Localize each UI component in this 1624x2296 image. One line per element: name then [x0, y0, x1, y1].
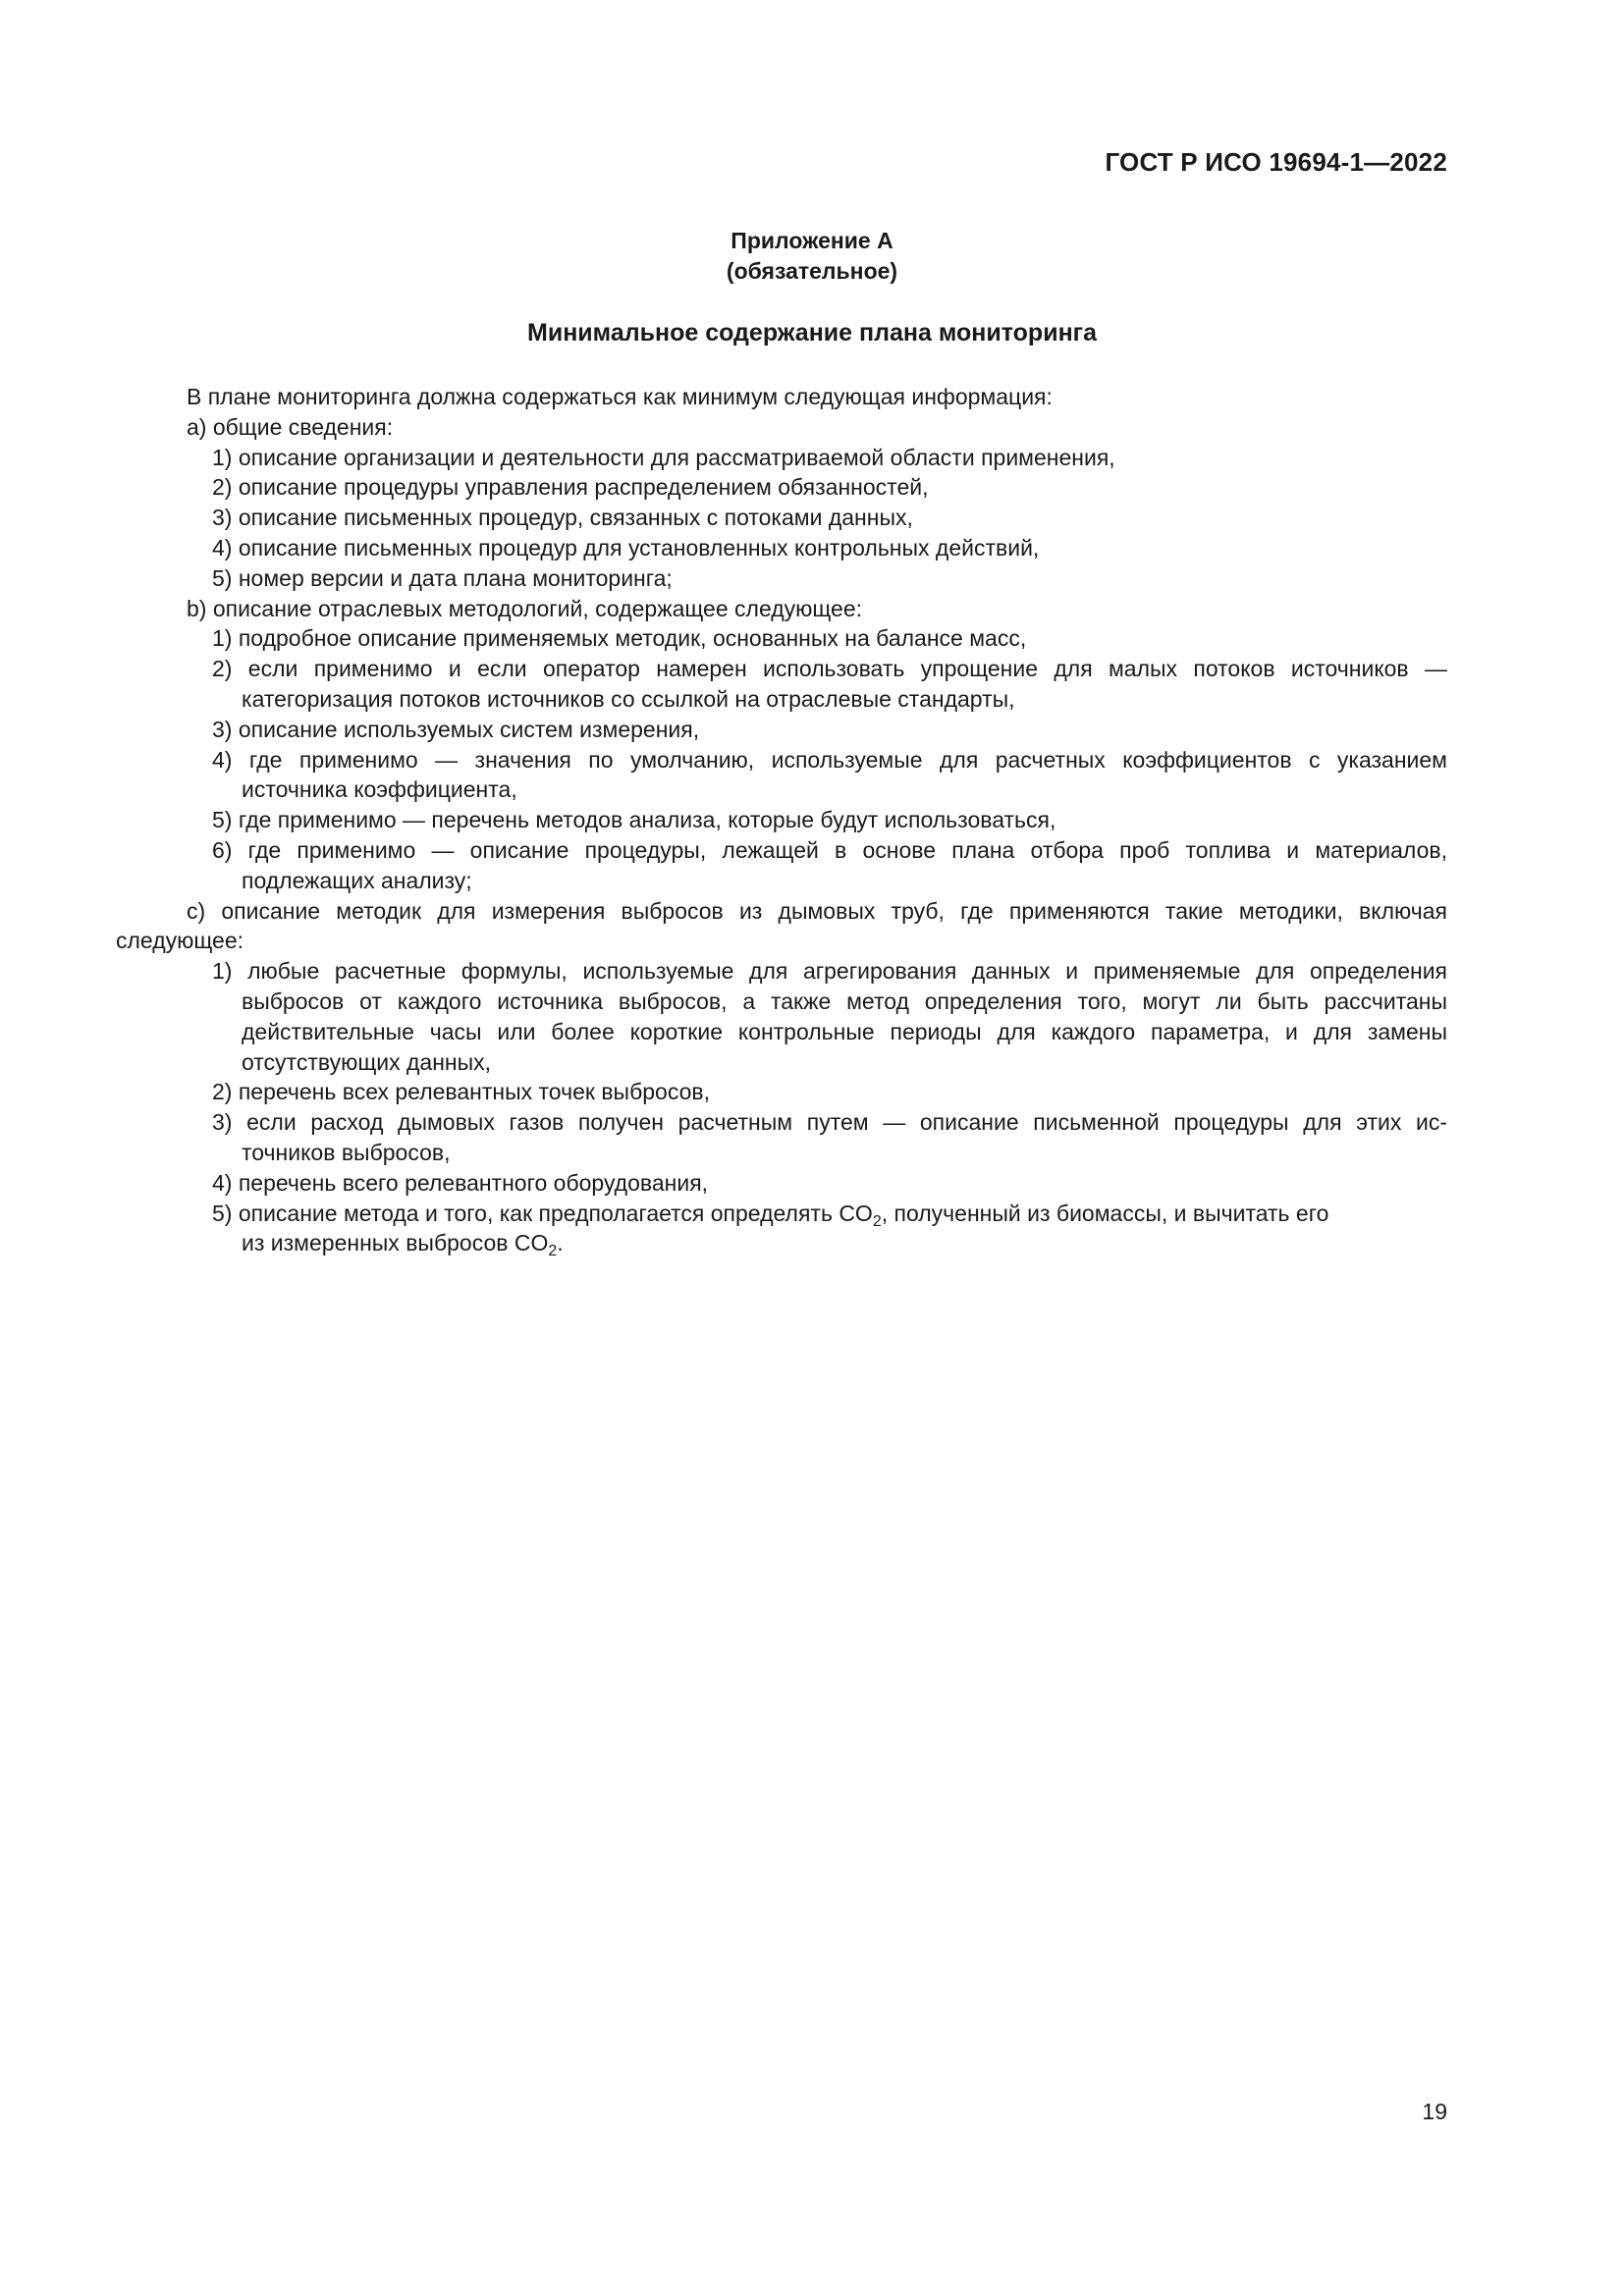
list-c-item-1-line-4: отсутствующих данных, [242, 1048, 492, 1075]
section-title: Минимальное содержание плана мониторинга [527, 319, 1097, 347]
list-c-item-1-line-1: 1) любые расчетные формулы, используемые для агрегирования данных и применяемые для определения [212, 958, 1447, 985]
appendix-title: Приложение А [731, 228, 893, 253]
list-a-item-1: 1) описание организации и деятельности для рассматриваемой области применения, [212, 444, 1115, 470]
list-c-item-1-line-2: выбросов от каждого источника выбросов, а также метод определения того, могут ли быть рассчитаны [242, 988, 1447, 1014]
list-c-item-5-text-a: 5) описание метода и того, как предполагается определять CO [212, 1200, 873, 1226]
list-b-item-4-line-1: 4) где применимо — значения по умолчанию, используемые для расчетных коэффициентов с указанием [212, 746, 1447, 773]
list-b-item-4-line-2: источника коэффициента, [242, 776, 517, 803]
list-b-item-1: 1) подробное описание применяемых методик, основанных на балансе масс, [212, 625, 1027, 652]
list-c-item-5-line-2-text-a: из измеренных выбросов CO [242, 1230, 549, 1256]
list-c-item-5-line-2 [116, 1228, 1447, 1258]
intro-paragraph: В плане мониторинга должна содержаться как минимум следующая информация: [187, 384, 1053, 409]
appendix-heading [0, 226, 1624, 287]
list-a-label: а) общие сведения: [187, 413, 394, 440]
page-number: 19 [1422, 2099, 1447, 2124]
list-c-item-5-text-b: , полученный из биомассы, и вычитать его [881, 1200, 1329, 1226]
list-b-item-2-line-1: 2) если применимо и если оператор намерен использовать упрощение для малых потоков источников — [212, 656, 1447, 682]
appendix-status: (обязательное) [726, 258, 898, 284]
list-c-item-2: 2) перечень всех релевантных точек выбросов, [212, 1079, 710, 1105]
list-a-item-5: 5) номер версии и дата плана мониторинга; [212, 564, 673, 591]
list-c-label-line-2: следующее: [116, 928, 244, 954]
list-c-item-4: 4) перечень всего релевантного оборудования, [212, 1169, 709, 1196]
list-c-item-1-line-3: действительные часы или более короткие контрольные периоды для каждого параметра, и для замены [242, 1018, 1447, 1044]
list-a-item-2: 2) описание процедуры управления распределением обязанностей, [212, 474, 929, 501]
document-code: ГОСТ Р ИСО 19694-1—2022 [1105, 147, 1447, 177]
list-b-item-6-line-1: 6) где применимо — описание процедуры, лежащей в основе плана отбора проб топлива и материалов, [212, 836, 1447, 863]
list-c-item-5-line-2-text-b: . [557, 1230, 564, 1256]
list-b-label: b) описание отраслевых методологий, содержащее следующее: [187, 595, 863, 621]
list-b-item-3: 3) описание используемых систем измерения, [212, 716, 700, 742]
list-c-item-3-line-1: 3) если расход дымовых газов получен расчетным путем — описание письменной процедуры для этих ис- [212, 1109, 1447, 1136]
document-body [116, 382, 1447, 1258]
list-b-item-5: 5) где применимо — перечень методов анализа, которые будут использоваться, [212, 807, 1056, 833]
list-a-item-3: 3) описание письменных процедур, связанных с потоками данных, [212, 505, 913, 531]
list-c-label-line-1: с) описание методик для измерения выбросов из дымовых труб, где применяются такие методики, включая [187, 897, 1447, 924]
co2-subscript: 2 [872, 1212, 882, 1230]
list-c-item-3-line-2: точников выбросов, [242, 1139, 451, 1165]
list-a-item-4: 4) описание письменных процедур для установленных контрольных действий, [212, 534, 1040, 561]
co2-subscript: 2 [548, 1243, 558, 1260]
list-c-item-5-line-1 [116, 1199, 1447, 1229]
list-b-item-2-line-2: категоризация потоков источников со ссылкой на отраслевые стандарты, [242, 685, 1015, 712]
list-b-item-6-line-2: подлежащих анализу; [242, 867, 472, 893]
